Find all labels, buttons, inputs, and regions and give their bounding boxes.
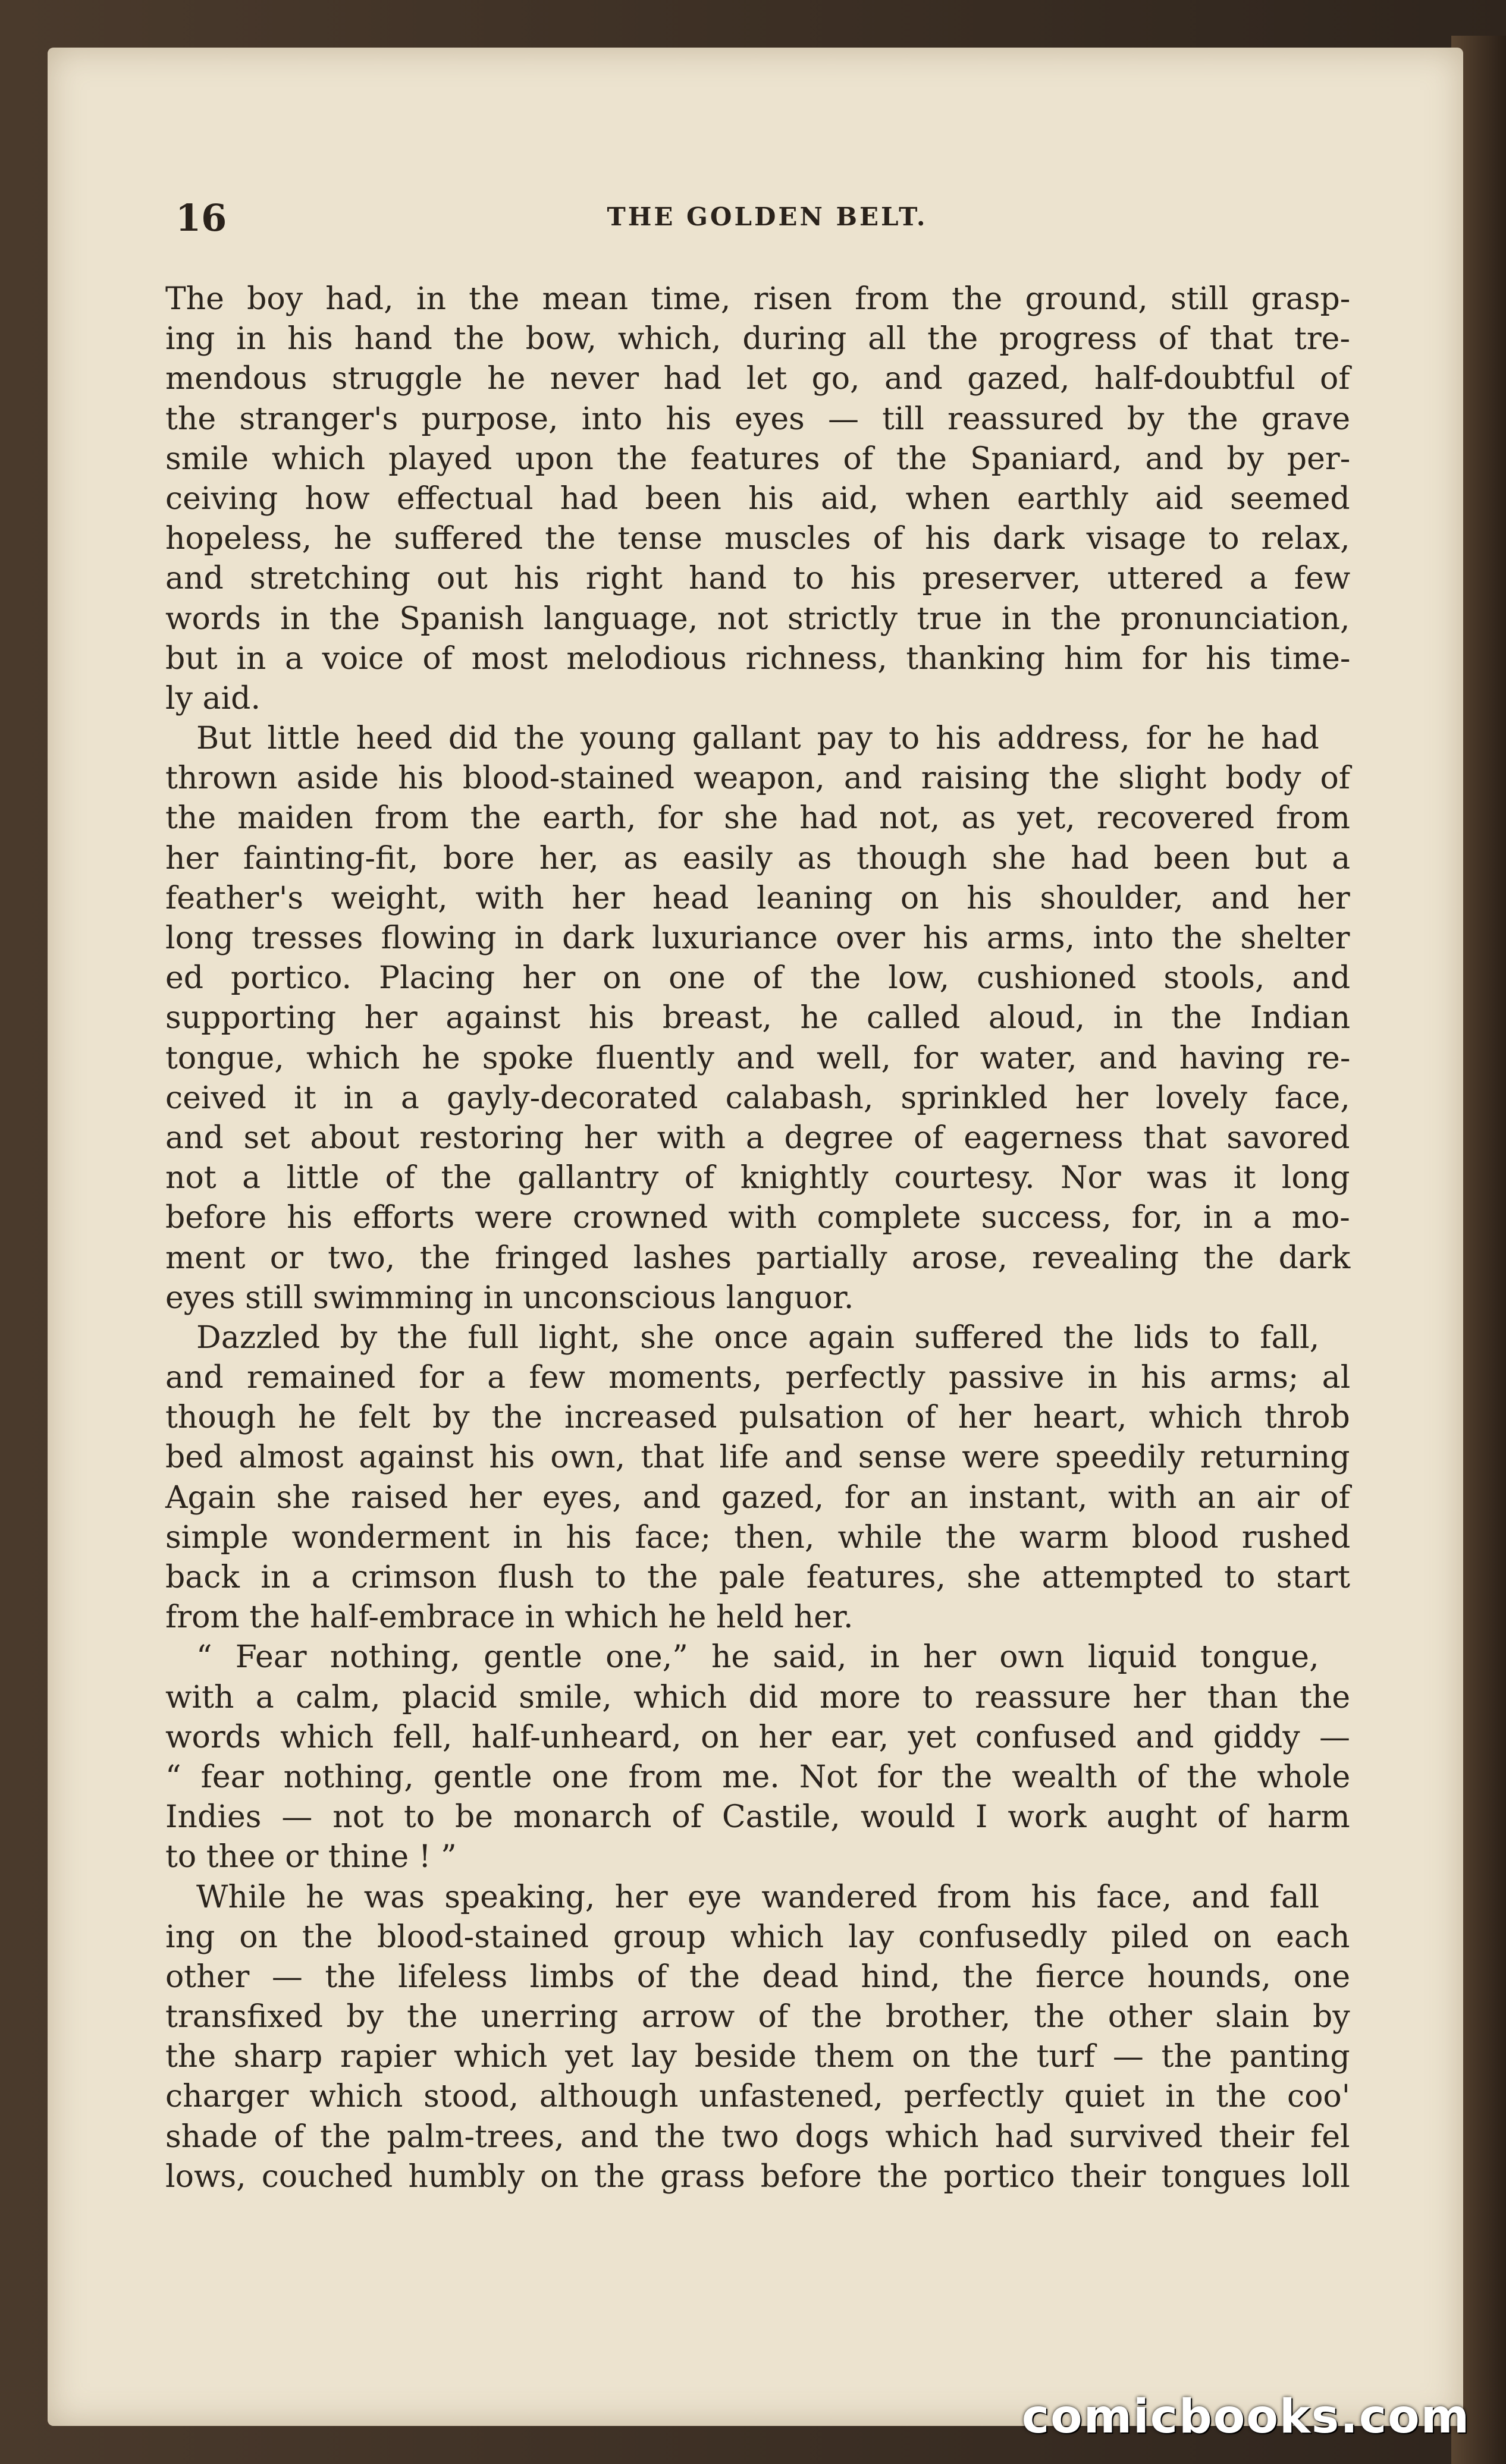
text-line: the stranger's purpose, into his eyes — till reassured by the grave	[165, 401, 1351, 437]
page-number: 16	[175, 196, 227, 240]
text-line: Dazzled by the full light, she once again suffered the lids to fall,	[196, 1319, 1320, 1356]
text-line: mendous struggle he never had let go, and gazed, half-doubtful of	[165, 361, 1350, 397]
text-line: hopeless, he suffered the tense muscles of his dark visage to relax,	[165, 521, 1350, 557]
text-line: the maiden from the earth, for she had not, as yet, recovered from	[165, 800, 1350, 837]
body-text	[165, 279, 1350, 2197]
text-line: before his efforts were crowned with complete success, for, in a mo-	[165, 1200, 1350, 1236]
text-line: with a calm, placid smile, which did more to reassure her than the	[165, 1679, 1351, 1715]
text-line: to thee or thine ! ”	[165, 1839, 457, 1875]
text-line: shade of the palm-trees, and the two dogs which had survived their fel	[165, 2119, 1350, 2155]
text-line: bed almost against his own, that life and sense were speedily returning	[165, 1440, 1350, 1476]
text-line: ing in his hand the bow, which, during all the progress of that tre-	[165, 321, 1351, 357]
text-line: charger which stood, although unfastened, perfectly quiet in the coo'	[165, 2079, 1351, 2115]
text-line: words which fell, half-unheard, on her ear, yet confused and giddy —	[165, 1719, 1350, 1755]
text-line: “ fear nothing, gentle one from me. Not for the wealth of the whole	[165, 1759, 1351, 1795]
text-line: supporting her against his breast, he called aloud, in the Indian	[165, 1000, 1351, 1036]
text-line: The boy had, in the mean time, risen from the ground, still grasp-	[165, 281, 1351, 317]
text-line: ceiving how effectual had been his aid, when earthly aid seemed	[165, 480, 1350, 517]
text-line: “ Fear nothing, gentle one,” he said, in her own liquid tongue,	[196, 1639, 1319, 1676]
text-line: ment or two, the fringed lashes partially arose, revealing the dark	[165, 1240, 1351, 1276]
text-line: thrown aside his blood-stained weapon, and raising the slight body of	[165, 760, 1351, 797]
text-line: and set about restoring her with a degree of eagerness that savored	[165, 1120, 1350, 1156]
text-line: but in a voice of most melodious richness, thanking him for his time-	[165, 640, 1351, 677]
text-line: her fainting-fit, bore her, as easily as though she had been but a	[165, 840, 1351, 876]
text-line: ing on the blood-stained group which lay confusedly piled on each	[165, 1919, 1350, 1955]
text-line: smile which played upon the features of the Spaniard, and by per-	[165, 441, 1351, 477]
text-line: and remained for a few moments, perfectly passive in his arms; al	[165, 1360, 1351, 1396]
text-line: and stretching out his right hand to his preserver, uttered a few	[165, 561, 1351, 597]
running-title: THE GOLDEN BELT.	[607, 202, 928, 231]
text-line: other — the lifeless limbs of the dead hind, the fierce hounds, one	[165, 1959, 1351, 1995]
text-line: feather's weight, with her head leaning on his shoulder, and her	[165, 880, 1350, 916]
text-line: long tresses flowing in dark luxuriance over his arms, into the shelter	[165, 920, 1350, 956]
text-line: Again she raised her eyes, and gazed, for an instant, with an air of	[165, 1479, 1350, 1516]
text-line: words in the Spanish language, not strictly true in the pronunciation,	[165, 601, 1350, 637]
text-line: tongue, which he spoke fluently and well, for water, and having re-	[165, 1040, 1351, 1076]
text-line: the sharp rapier which yet lay beside them on the turf — the panting	[165, 2039, 1350, 2075]
site-watermark: comicbooks.com	[1021, 2390, 1470, 2444]
text-line: simple wonderment in his face; then, while the warm blood rushed	[165, 1519, 1351, 1555]
text-line: ed portico. Placing her on one of the low, cushioned stools, and	[165, 960, 1351, 997]
text-line: from the half-embrace in which he held her.	[165, 1599, 854, 1636]
text-line: lows, couched humbly on the grass before the portico their tongues loll	[165, 2158, 1350, 2195]
text-line: transfixed by the unerring arrow of the brother, the other slain by	[165, 1999, 1350, 2035]
text-line: While he was speaking, her eye wandered from his face, and fall	[196, 1879, 1319, 1915]
text-line: though he felt by the increased pulsation of her heart, which throb	[165, 1400, 1350, 1436]
page-header	[175, 196, 1359, 244]
text-line: Indies — not to be monarch of Castile, would I work aught of harm	[165, 1799, 1350, 1836]
text-line: back in a crimson flush to the pale features, she attempted to start	[165, 1560, 1351, 1595]
text-line: ceived it in a gayly-decorated calabash, sprinkled her lovely face,	[165, 1080, 1350, 1116]
text-line: not a little of the gallantry of knightly courtesy. Nor was it long	[165, 1160, 1350, 1196]
text-line: eyes still swimming in unconscious languor.	[165, 1280, 854, 1316]
text-line: But little heed did the young gallant pay to his address, for he had	[196, 721, 1319, 757]
text-line: ly aid.	[165, 680, 261, 716]
